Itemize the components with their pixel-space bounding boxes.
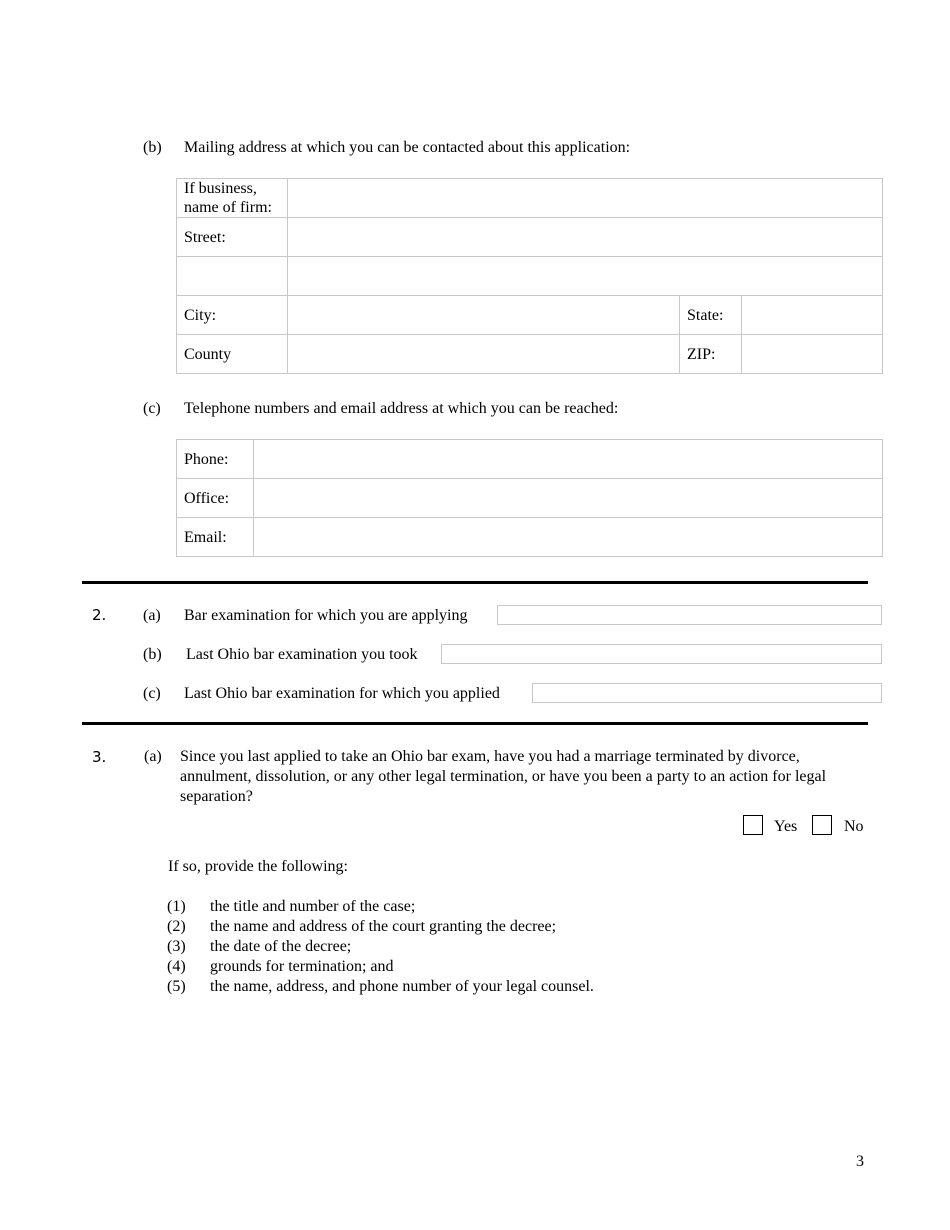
firm-name-input[interactable] — [288, 179, 882, 217]
email-input[interactable] — [254, 518, 882, 556]
email-label: Email: — [177, 518, 254, 557]
list-item-text: the date of the decree; — [210, 938, 352, 955]
list-item-number: (3) — [167, 938, 186, 955]
bar-exam-applying-label: Bar examination for which you are applying — [184, 607, 468, 624]
city-input[interactable] — [288, 296, 679, 334]
question-line: Since you last applied to take an Ohio bar exam, have you had a marriage terminated by divorce, — [180, 748, 800, 765]
list-item — [167, 917, 687, 937]
list-item-number: (1) — [167, 898, 186, 915]
zip-cell — [742, 335, 883, 374]
state-cell — [742, 296, 883, 335]
list-item-number: (4) — [167, 958, 186, 975]
zip-input[interactable] — [742, 335, 882, 373]
section-3-number: 3. — [92, 748, 107, 766]
list-item-text: the name and address of the court granting the decree; — [210, 918, 557, 935]
state-label: State: — [680, 296, 742, 335]
city-label: City: — [177, 296, 288, 335]
mailing-address-prompt: Mailing address at which you can be contacted about this application: — [184, 139, 631, 156]
question-line: separation? — [180, 788, 253, 805]
yes-checkbox[interactable] — [743, 815, 763, 835]
table-row — [177, 440, 883, 479]
street-2-label-empty — [177, 257, 288, 296]
item-marker-2c: (c) — [143, 685, 161, 702]
county-input[interactable] — [288, 335, 679, 373]
list-item-number: (5) — [167, 978, 186, 995]
table-row — [177, 479, 883, 518]
last-exam-applied-input[interactable] — [532, 683, 882, 703]
section-divider-1 — [82, 581, 868, 584]
table-row — [177, 335, 883, 374]
firm-name-label: If business, name of firm: — [177, 179, 288, 218]
marriage-termination-question — [180, 747, 826, 807]
item-marker-2a: (a) — [143, 607, 161, 624]
question-line: annulment, dissolution, or any other legal termination, or have you been a party to an action for legal — [180, 768, 827, 785]
office-input[interactable] — [254, 479, 882, 517]
street-2-cell — [288, 257, 883, 296]
office-label: Office: — [177, 479, 254, 518]
last-exam-taken-input[interactable] — [441, 644, 882, 664]
contact-prompt: Telephone numbers and email address at which you can be reached: — [184, 400, 619, 417]
county-cell — [288, 335, 680, 374]
list-item-text: the name, address, and phone number of your legal counsel. — [210, 978, 594, 995]
yes-label: Yes — [774, 818, 798, 835]
phone-input[interactable] — [254, 440, 882, 478]
item-marker-1c: (c) — [143, 400, 161, 417]
last-exam-applied-label: Last Ohio bar examination for which you applied — [184, 685, 500, 702]
contact-table — [176, 439, 883, 557]
city-cell — [288, 296, 680, 335]
list-item-text: grounds for termination; and — [210, 958, 394, 975]
mailing-address-table — [176, 178, 883, 374]
list-item-number: (2) — [167, 918, 186, 935]
street-cell — [288, 218, 883, 257]
if-so-instruction: If so, provide the following: — [168, 858, 348, 875]
item-marker-1b: (b) — [143, 139, 162, 156]
county-label: County — [177, 335, 288, 374]
phone-label: Phone: — [177, 440, 254, 479]
list-item — [167, 937, 687, 957]
list-item — [167, 897, 687, 917]
item-marker-2b: (b) — [143, 646, 162, 663]
section-2-number: 2. — [92, 606, 107, 624]
last-exam-taken-label: Last Ohio bar examination you took — [186, 646, 418, 663]
no-label: No — [844, 818, 864, 835]
no-checkbox[interactable] — [812, 815, 832, 835]
page-number: 3 — [856, 1153, 864, 1170]
bar-exam-applying-input[interactable] — [497, 605, 882, 625]
list-item — [167, 957, 687, 977]
list-item — [167, 977, 687, 997]
street-input-line-2[interactable] — [288, 257, 882, 295]
list-item-text: the title and number of the case; — [210, 898, 416, 915]
item-marker-3a: (a) — [144, 748, 162, 765]
firm-name-cell — [288, 179, 883, 218]
state-input[interactable] — [742, 296, 882, 334]
table-row — [177, 218, 883, 257]
street-label: Street: — [177, 218, 288, 257]
email-cell — [254, 518, 883, 557]
required-details-list — [167, 897, 687, 997]
office-cell — [254, 479, 883, 518]
zip-label: ZIP: — [680, 335, 742, 374]
section-divider-2 — [82, 722, 868, 725]
table-row — [177, 179, 883, 218]
table-row — [177, 518, 883, 557]
phone-cell — [254, 440, 883, 479]
table-row — [177, 296, 883, 335]
table-row — [177, 257, 883, 296]
street-input-line-1[interactable] — [288, 218, 882, 256]
